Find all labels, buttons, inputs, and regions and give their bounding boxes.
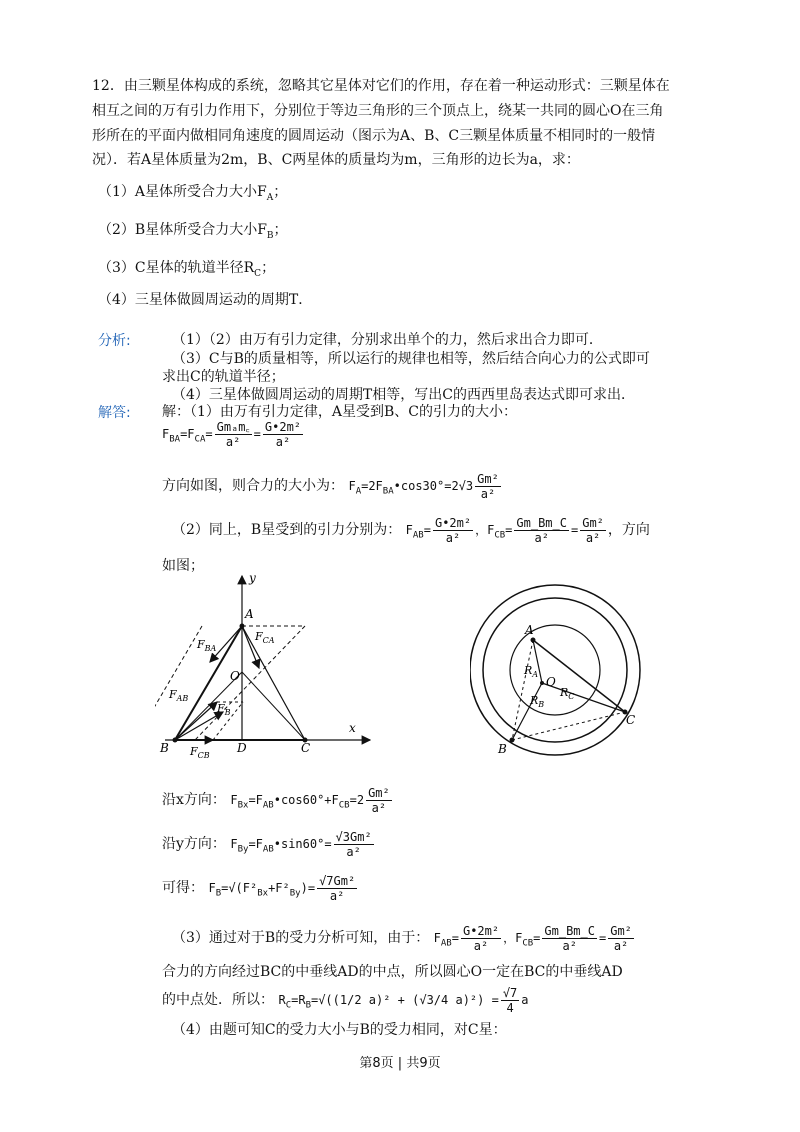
fig2-label-a: A xyxy=(525,623,534,637)
problem-line-1: 12．由三颗星体构成的系统，忽略其它星体对它们的作用，存在着一种运动形式：三颗星体在 xyxy=(92,78,670,94)
question-3: （3）C星体的轨道半径$R_C$； xyxy=(98,260,276,279)
fig1-label-c: C xyxy=(301,741,311,755)
fig1-label-x: x xyxy=(349,721,356,735)
fig2-label-c: C xyxy=(626,713,636,727)
question-4: （4）三星体做圆周运动的周期T． xyxy=(98,292,313,308)
solution-line-9: 合力的方向经过BC的中垂线AD的中点，所以圆心O一定在BC的中垂线AD xyxy=(162,964,623,980)
solution-line-4: 如图； xyxy=(162,558,204,574)
fig1-label-fba: $F_{BA}$ xyxy=(197,638,217,653)
analysis-line-4: （4）三星体做圆周运动的周期T相等，写出C的西西里岛表达式即可求出． xyxy=(172,387,635,403)
formula-fba: $F_{BA}=F_{CA}=$ $\frac{\text{Gmₐm꜀}}{\text{a²}}$ = $\frac{\text{G•2m²}}{\text{a²}}$ xyxy=(162,420,302,449)
orbit-diagram xyxy=(470,578,650,758)
question-1: （1）A星体所受合力大小$F_A$； xyxy=(98,184,288,203)
problem-line-2: 相互之间的万有引力作用下，分别位于等边三角形的三个顶点上，绕某一共同的圆心O在三角 xyxy=(92,103,664,119)
analysis-label: 分析: xyxy=(98,333,131,349)
solution-line-8: （3）通过对于B的受力分析可知，由于： $F_{AB}=$ $\frac{\text{G•2m²}}{\text{a²}}$ ，$F_{CB}=$ $\frac{Gm\_Bm\_C}{\text{a²}}$ = $\frac{\text{Gm²}}{\text{a²}}$ xyxy=(172,924,632,953)
solution-line-5: 沿x方向： $F_{Bx}=F_{AB}•\cos 60^\circ+F_{CB}=2$ $\frac{\text{Gm²}}{\text{a²}}$ xyxy=(162,786,390,815)
fig2-label-rc: $R_C$ xyxy=(560,686,575,701)
solution-line-10: 的中点处．所以： $R_C=R_B=√((1/2$ a)² + (√3/4 a)²) = $\frac{√7}{4}$ a xyxy=(162,986,529,1015)
solution-label: 解答: xyxy=(98,405,131,421)
solution-line-7: 可得： $F_B=√(F^2_{Bx}+F^2_{By})=$ $\frac{\text{√7Gm²}}{\text{a²}}$ xyxy=(162,874,356,903)
fig1-label-fab: $F_{AB}$ xyxy=(169,688,189,703)
fig2-label-b: B xyxy=(498,742,507,756)
fig1-label-fb: $F_B$ xyxy=(217,702,231,717)
solution-line-3: （2）同上，B星受到的引力分别为： $F_{AB}=$ $\frac{\text{G•2m²}}{\text{a²}}$ ，$F_{CB}=$ $\frac{Gm\_Bm\_C}{\text{a²}}$ = $\frac{\text{Gm²}}{\text{a²}}$ ，方向 xyxy=(172,516,650,545)
problem-line-4: 况）．若A星体质量为2m，B、C两星体的质量均为m，三角形的边长为a，求： xyxy=(92,152,580,168)
solution-line-6: 沿y方向： $F_{By}=F_{AB}•\sin 60^\circ=$ $\frac{\text{√3Gm²}}{\text{a²}}$ xyxy=(162,830,372,859)
fig1-label-d: D xyxy=(237,741,247,755)
solution-line-11: （4）由题可知C的受力大小与B的受力相同，对C星： xyxy=(172,1022,507,1038)
solution-line-2: 方向如图，则合力的大小为： $F_A=2F_{BA}•\cos 30^\circ=2√3$ $\frac{\text{Gm²}}{\text{a²}}$ xyxy=(162,472,499,501)
fig2-label-o: O xyxy=(546,675,556,689)
analysis-line-1: （1）（2）由万有引力定律，分别求出单个的力，然后求出合力即可． xyxy=(172,332,603,348)
problem-line-3: 形所在的平面内做相同角速度的圆周运动（图示为A、B、C三颗星体质量不相同时的一般情 xyxy=(92,128,656,144)
analysis-line-2: （3）C与B的质量相等，所以运行的规律也相等，然后结合向心力的公式即可 xyxy=(172,351,650,367)
fig1-label-fcb: $F_{CB}$ xyxy=(190,745,210,760)
fig1-label-o: O xyxy=(230,669,240,683)
fig2-label-rb: $R_B$ xyxy=(530,694,545,709)
analysis-line-3: 求出C的轨道半径； xyxy=(162,369,285,385)
fig1-label-fca: $F_{CA}$ xyxy=(255,630,275,645)
question-2: （2）B星体所受合力大小$F_B$； xyxy=(98,222,288,241)
solution-line-1: 解：（1）由万有引力定律，A星受到B、C的引力的大小： xyxy=(162,404,518,420)
force-diagram xyxy=(155,570,385,760)
fig2-label-ra: $R_A$ xyxy=(524,664,539,679)
fig1-label-b: B xyxy=(160,741,169,755)
fig1-label-a: A xyxy=(245,607,254,621)
fig1-label-y: y xyxy=(249,571,256,585)
page-footer: 第8页 | 共9页 xyxy=(359,1056,441,1071)
